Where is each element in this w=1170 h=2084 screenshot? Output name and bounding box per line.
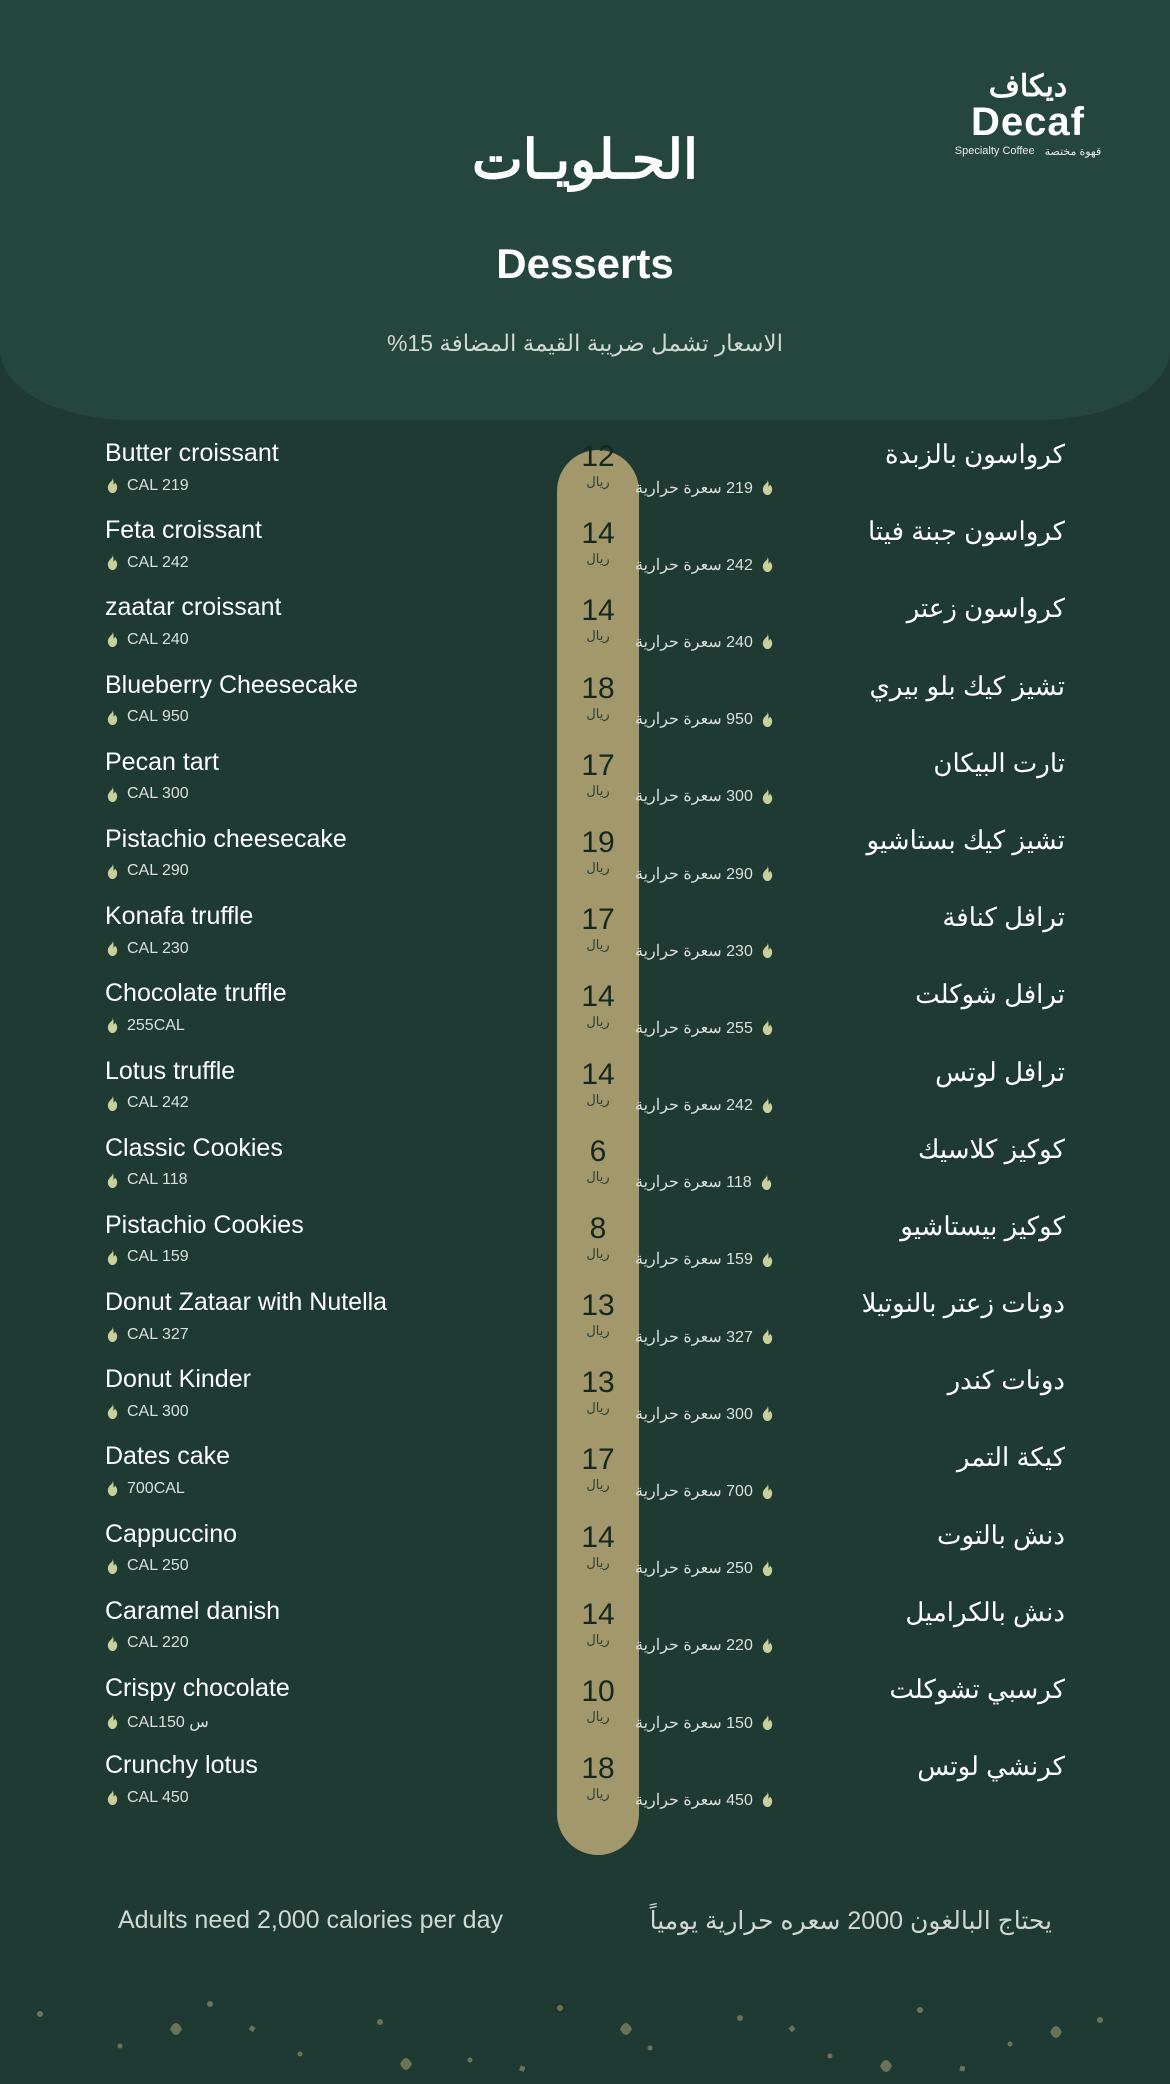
- menu-item-english: [105, 1135, 535, 1190]
- vat-note: الاسعار تشمل ضريبة القيمة المضافة 15%: [386, 330, 784, 356]
- menu-item-arabic: [635, 517, 1065, 575]
- menu-item-calories-en: [105, 862, 535, 880]
- menu-item-name-ar: تشيز كيك بلو بيري: [869, 670, 1065, 701]
- menu-item-price: [557, 825, 639, 876]
- calories-flame-icon: [105, 631, 120, 648]
- menu-item-name-en: Pistachio Cookies: [105, 1210, 304, 1239]
- menu-item-name-en: Cappuccino: [105, 1519, 238, 1548]
- calories-flame-icon: [105, 1095, 120, 1112]
- menu-section: [0, 440, 1170, 1840]
- menu-item-calories-ar-text: 250 سعرة حرارية: [635, 1560, 753, 1578]
- menu-item-english: [105, 903, 535, 958]
- menu-item-calories-ar: [635, 478, 1065, 498]
- menu-item-price-value: 14: [581, 517, 615, 551]
- menu-item-calories-ar-text: 242 سعرة حرارية: [635, 1097, 753, 1115]
- menu-item-price-value: 17: [581, 1443, 615, 1477]
- menu-item-calories-ar: [635, 1635, 1065, 1655]
- menu-item-price-currency: ريال: [586, 474, 610, 489]
- menu-item-calories-en-text: CAL 219: [127, 476, 189, 494]
- menu-item-english: [105, 749, 535, 804]
- calories-flame-icon: [760, 1019, 775, 1036]
- calories-flame-icon: [105, 1480, 120, 1497]
- menu-item-row: [0, 1443, 1170, 1520]
- menu-item-arabic: [635, 1212, 1065, 1270]
- menu-item-row: [0, 980, 1170, 1057]
- menu-item-arabic: [635, 672, 1065, 730]
- menu-item-name-ar: ترافل لوتس: [935, 1056, 1065, 1087]
- calories-flame-icon: [760, 942, 775, 959]
- menu-item-calories-en-text: CAL 118: [127, 1171, 188, 1189]
- menu-item-price-currency: ريال: [586, 551, 610, 567]
- menu-item-name-en: zaatar croissant: [105, 593, 282, 622]
- menu-rows: [0, 440, 1170, 1829]
- brand-tagline-en: Specialty Coffee: [954, 145, 1035, 157]
- menu-item-english: [105, 1521, 535, 1576]
- menu-item-calories-ar-text: 950 سعرة حرارية: [635, 711, 753, 729]
- menu-item-price-currency: ريال: [586, 937, 610, 953]
- menu-item-name-ar: كرواسون بالزبدة: [885, 439, 1065, 469]
- menu-item-price-value: 14: [581, 1057, 615, 1091]
- menu-item-price-currency: ريال: [586, 1709, 610, 1724]
- menu-item-price-currency: ريال: [586, 1323, 610, 1339]
- menu-item-calories-en-text: CAL 250: [127, 1557, 189, 1575]
- menu-item-price-value: 13: [581, 1366, 615, 1400]
- menu-item-calories-ar: [635, 786, 1065, 806]
- menu-item-english: [105, 1366, 535, 1421]
- menu-item-calories-en-text: CAL 300: [127, 785, 189, 803]
- calories-flame-icon: [760, 711, 775, 728]
- brand-logo-english: Decaf: [971, 100, 1085, 144]
- menu-item-price-currency: ريال: [586, 1554, 610, 1570]
- menu-item-arabic: [635, 1366, 1065, 1424]
- menu-item-price-currency: ريال: [586, 705, 610, 721]
- menu-item-price: [557, 1368, 639, 1416]
- menu-item-english: [105, 672, 535, 727]
- menu-item-calories-en: [105, 1712, 535, 1732]
- menu-item-price-value: 13: [581, 1289, 615, 1323]
- page-header: [0, 0, 1170, 420]
- menu-item-calories-ar: [635, 1172, 1065, 1192]
- menu-item-calories-en: [105, 477, 535, 495]
- menu-item-name-ar: كرنشي لوتس: [917, 1751, 1065, 1782]
- menu-item-calories-en: [105, 1017, 535, 1035]
- menu-item-calories-ar: [635, 709, 1065, 729]
- menu-item-calories-en-text: CAL 220: [127, 1634, 189, 1652]
- menu-item-price-currency: ريال: [586, 1631, 610, 1647]
- menu-item-calories-ar: [635, 864, 1065, 884]
- menu-item-calories-en: [105, 1171, 535, 1189]
- menu-item-price-value: 6: [589, 1134, 607, 1168]
- menu-item-row: [0, 749, 1170, 826]
- menu-item-arabic: [635, 1752, 1065, 1810]
- calories-flame-icon: [105, 786, 120, 803]
- calories-flame-icon: [760, 1405, 775, 1422]
- menu-item-name-ar: دونات زعتر بالنوتيلا: [861, 1288, 1065, 1319]
- menu-item-english: [105, 1752, 535, 1807]
- menu-item-calories-en: [105, 1789, 535, 1807]
- menu-item-name-ar: ترافل شوكلت: [915, 979, 1065, 1010]
- menu-item-calories-ar: [635, 555, 1065, 575]
- menu-item-price: [557, 519, 639, 567]
- menu-item-calories-ar-text: 300 سعرة حرارية: [635, 788, 753, 806]
- menu-item-english: [105, 440, 535, 495]
- calories-flame-icon: [760, 1328, 775, 1345]
- calories-flame-icon: [105, 1558, 120, 1575]
- menu-item-price-currency: ريال: [586, 1091, 610, 1107]
- calories-flame-icon: [105, 477, 120, 494]
- menu-item-calories-ar: [635, 1713, 1065, 1733]
- menu-item-calories-ar: [635, 1327, 1065, 1347]
- menu-item-calories-en-text: CAL 950: [127, 708, 189, 726]
- menu-item-arabic: [635, 826, 1065, 884]
- brand-tagline-ar: قهوة مختصة: [1044, 146, 1102, 158]
- menu-item-name-en: Konafa truffle: [105, 902, 254, 931]
- menu-item-calories-ar-text: 159 سعرة حرارية: [635, 1251, 753, 1269]
- menu-item-price: [557, 905, 639, 953]
- menu-item-calories-en: [105, 631, 535, 649]
- menu-item-english: [105, 1598, 535, 1653]
- menu-item-english: [105, 826, 535, 881]
- menu-item-calories-ar-text: 327 سعرة حرارية: [635, 1328, 753, 1346]
- menu-item-price-value: 18: [581, 1752, 615, 1786]
- menu-item-calories-en-text: 700CAL: [127, 1479, 185, 1497]
- calories-flame-icon: [105, 1635, 120, 1652]
- menu-item-row: [0, 903, 1170, 980]
- menu-item-english: [105, 1675, 535, 1732]
- menu-item-name-ar: دونات كندر: [947, 1365, 1065, 1396]
- calories-flame-icon: [760, 1097, 775, 1114]
- menu-item-row: [0, 1058, 1170, 1135]
- calories-flame-icon: [760, 865, 775, 882]
- menu-item-calories-ar-text: 220 سعرة حرارية: [635, 1637, 753, 1655]
- menu-item-calories-en: [105, 785, 535, 803]
- calories-flame-icon: [760, 633, 775, 650]
- menu-item-arabic: [635, 440, 1065, 498]
- menu-item-price-value: 14: [581, 1520, 615, 1554]
- menu-item-calories-en: [105, 1248, 535, 1266]
- menu-item-arabic: [635, 749, 1065, 807]
- menu-item-price: [557, 671, 639, 722]
- menu-item-arabic: [635, 1058, 1065, 1116]
- menu-item-row: [0, 826, 1170, 903]
- calories-flame-icon: [760, 1483, 775, 1500]
- menu-item-calories-en-text: CAL 242: [127, 1094, 189, 1111]
- menu-item-calories-ar-text: 219 سعرة حرارية: [635, 479, 753, 497]
- calories-flame-icon: [105, 1403, 120, 1420]
- menu-item-calories-ar-text: 255 سعرة حرارية: [635, 1019, 753, 1037]
- menu-item-price-value: 19: [581, 825, 615, 859]
- menu-item-price-currency: ريال: [586, 782, 610, 798]
- menu-item-arabic: [635, 1443, 1065, 1501]
- menu-item-name-ar: كوكيز كلاسيك: [917, 1133, 1065, 1164]
- menu-item-calories-ar: [635, 1558, 1065, 1578]
- menu-item-row: [0, 1135, 1170, 1212]
- calories-flame-icon: [760, 1251, 775, 1268]
- menu-item-row: [0, 594, 1170, 671]
- menu-item-english: [105, 980, 535, 1035]
- menu-item-calories-en-text: CAL 300: [127, 1402, 189, 1420]
- menu-item-price: [557, 1754, 639, 1802]
- menu-item-calories-ar-text: 290 سعرة حرارية: [635, 865, 753, 883]
- menu-item-calories-ar: [635, 1018, 1065, 1038]
- menu-item-price: [557, 1445, 639, 1493]
- menu-item-calories-ar-text: 450 سعرة حرارية: [635, 1791, 753, 1809]
- menu-item-calories-ar: [635, 1249, 1065, 1269]
- menu-item-calories-en: [105, 940, 535, 958]
- menu-item-calories-en: [105, 1403, 535, 1421]
- menu-item-calories-en-text: CAL 450: [127, 1788, 189, 1806]
- menu-item-calories-en: [105, 1326, 535, 1344]
- menu-item-price: [557, 1134, 639, 1185]
- menu-item-row: [0, 1212, 1170, 1289]
- brand-logo-arabic: ديكاف: [988, 70, 1068, 103]
- menu-item-name-ar: دنش بالتوت: [936, 1519, 1065, 1550]
- menu-item-name-en: Classic Cookies: [105, 1133, 283, 1162]
- calories-flame-icon: [105, 1017, 120, 1034]
- menu-item-name-en: Feta croissant: [105, 516, 263, 545]
- calories-flame-icon: [105, 1789, 120, 1806]
- menu-item-english: [105, 1289, 535, 1344]
- menu-item-arabic: [635, 1598, 1065, 1656]
- menu-item-name-en: Crunchy lotus: [105, 1751, 258, 1780]
- menu-item-english: [105, 517, 535, 572]
- menu-item-calories-ar: [635, 1790, 1065, 1810]
- calories-flame-icon: [760, 1637, 775, 1654]
- footer-note-english: Adults need 2,000 calories per day: [118, 1906, 503, 1934]
- page-footer: [0, 1884, 1170, 2084]
- menu-item-name-en: Caramel danish: [105, 1596, 281, 1625]
- menu-item-price-value: 14: [581, 594, 615, 628]
- menu-item-calories-ar: [635, 1404, 1065, 1424]
- menu-item-name-ar: كرواسون زعتر: [906, 593, 1065, 624]
- menu-item-row: [0, 1598, 1170, 1675]
- menu-item-calories-ar: [635, 632, 1065, 652]
- calories-flame-icon: [105, 554, 120, 571]
- menu-item-calories-ar-text: 240 سعرة حرارية: [635, 633, 753, 651]
- menu-item-price-value: 12: [581, 440, 615, 473]
- calories-flame-icon: [760, 479, 775, 496]
- menu-item-arabic: [635, 1675, 1065, 1733]
- menu-item-calories-en: [105, 708, 535, 726]
- menu-item-calories-ar-text: 118 سعرة حرارية: [635, 1174, 752, 1192]
- menu-item-name-ar: كيكة التمر: [956, 1442, 1065, 1473]
- menu-item-calories-en-text: CAL 327: [127, 1325, 189, 1343]
- menu-item-price-currency: ريال: [586, 1245, 610, 1261]
- calories-flame-icon: [105, 1713, 120, 1730]
- menu-item-price: [557, 982, 639, 1030]
- calories-flame-icon: [760, 556, 775, 573]
- menu-item-price-value: 17: [581, 903, 615, 937]
- menu-item-arabic: [635, 594, 1065, 652]
- menu-item-row: [0, 672, 1170, 749]
- menu-item-price-value: 14: [581, 1597, 615, 1631]
- menu-item-calories-en-text: CAL 240: [127, 630, 189, 648]
- menu-item-name-ar: كرواسون جبنة فيتا: [867, 516, 1065, 547]
- menu-item-calories-ar-text: 300 سعرة حرارية: [635, 1405, 753, 1423]
- menu-item-name-en: Chocolate truffle: [105, 979, 287, 1008]
- menu-item-calories-ar-text: 700 سعرة حرارية: [635, 1483, 753, 1501]
- menu-item-calories-ar: [635, 1481, 1065, 1501]
- calories-flame-icon: [105, 709, 120, 726]
- menu-item-calories-en: [105, 554, 535, 572]
- menu-item-price: [557, 1057, 639, 1108]
- menu-item-calories-ar-text: 150 سعرة حرارية: [635, 1714, 753, 1732]
- menu-item-name-ar: تارت البيكان: [933, 747, 1065, 778]
- menu-item-price-value: 8: [589, 1211, 607, 1245]
- menu-item-calories-en-text: CAL 159: [127, 1248, 189, 1266]
- menu-item-price-value: 17: [581, 748, 615, 782]
- menu-item-name-en: Crispy chocolate: [105, 1674, 290, 1702]
- menu-item-price: [557, 1677, 639, 1725]
- menu-item-price-currency: ريال: [586, 859, 610, 875]
- menu-item-price: [557, 442, 639, 490]
- menu-item-calories-en-text: CALس 150: [127, 1713, 209, 1731]
- menu-item-row: [0, 1521, 1170, 1598]
- calories-flame-icon: [760, 1791, 775, 1808]
- menu-item-calories-en: [105, 1557, 535, 1575]
- menu-item-price: [557, 1520, 639, 1571]
- menu-item-price-currency: ريال: [586, 628, 610, 644]
- menu-item-name-en: Lotus truffle: [105, 1056, 236, 1085]
- menu-item-row: [0, 1752, 1170, 1829]
- menu-item-price-value: 14: [581, 980, 615, 1014]
- menu-item-price-currency: ريال: [586, 1168, 610, 1184]
- menu-item-name-en: Donut Zataar with Nutella: [105, 1288, 388, 1317]
- menu-item-calories-en-text: CAL 242: [127, 553, 189, 571]
- menu-item-name-en: Donut Kinder: [105, 1365, 251, 1394]
- menu-item-calories-en-text: 255CAL: [127, 1016, 185, 1034]
- calories-flame-icon: [105, 1249, 120, 1266]
- calories-flame-icon: [759, 1174, 774, 1191]
- menu-item-row: [0, 1289, 1170, 1366]
- calories-flame-icon: [105, 1172, 120, 1189]
- menu-item-name-ar: كرسبي تشوكلت: [889, 1674, 1065, 1704]
- menu-item-price: [557, 1291, 639, 1339]
- menu-item-calories-ar: [635, 1095, 1065, 1115]
- calories-flame-icon: [760, 788, 775, 805]
- calories-flame-icon: [105, 1326, 120, 1343]
- menu-item-english: [105, 1058, 535, 1113]
- page-title-english: Desserts: [496, 240, 674, 287]
- menu-item-english: [105, 1443, 535, 1498]
- menu-item-price-currency: ريال: [586, 1786, 610, 1802]
- menu-item-price-value: 10: [581, 1675, 615, 1708]
- menu-item-name-en: Butter croissant: [105, 439, 279, 467]
- menu-item-calories-ar-text: 230 سعرة حرارية: [635, 942, 753, 960]
- menu-item-name-ar: ترافل كنافة: [942, 902, 1065, 933]
- menu-item-name-ar: تشيز كيك بستاشيو: [866, 824, 1065, 855]
- menu-item-calories-en-text: CAL 290: [127, 862, 189, 880]
- menu-item-calories-ar: [635, 941, 1065, 961]
- menu-item-price-currency: ريال: [586, 1400, 610, 1416]
- page-title-arabic: الحـلويـات: [471, 130, 699, 190]
- menu-item-price: [557, 596, 639, 644]
- menu-item-calories-ar-text: 242 سعرة حرارية: [635, 556, 753, 574]
- menu-item-row: [0, 1366, 1170, 1443]
- menu-item-english: [105, 1212, 535, 1267]
- menu-item-row: [0, 1675, 1170, 1752]
- calories-flame-icon: [105, 940, 120, 957]
- menu-item-arabic: [635, 1521, 1065, 1579]
- menu-item-name-ar: كوكيز بيستاشيو: [900, 1210, 1065, 1241]
- footer-note-arabic: يحتاج البالغون 2000 سعره حرارية يومياً: [649, 1907, 1052, 1935]
- menu-item-price: [557, 1211, 639, 1262]
- menu-item-name-en: Blueberry Cheesecake: [105, 670, 358, 699]
- menu-item-name-ar: دنش بالكراميل: [905, 1596, 1065, 1627]
- calories-flame-icon: [760, 1560, 775, 1577]
- menu-item-price: [557, 748, 639, 799]
- menu-item-row: [0, 517, 1170, 594]
- menu-item-name-en: Dates cake: [105, 1442, 231, 1471]
- menu-item-arabic: [635, 1135, 1065, 1193]
- menu-item-english: [105, 594, 535, 649]
- menu-item-row: [0, 440, 1170, 517]
- menu-item-calories-en: [105, 1480, 535, 1498]
- menu-item-name-en: Pecan tart: [105, 747, 219, 776]
- menu-item-arabic: [635, 903, 1065, 961]
- menu-item-calories-en: [105, 1634, 535, 1652]
- confetti-decoration: [0, 1974, 1170, 2084]
- menu-item-price: [557, 1597, 639, 1648]
- menu-item-arabic: [635, 980, 1065, 1038]
- menu-item-name-en: Pistachio cheesecake: [105, 824, 347, 853]
- menu-item-calories-en: [105, 1094, 535, 1112]
- menu-item-arabic: [635, 1289, 1065, 1347]
- calories-flame-icon: [105, 863, 120, 880]
- calories-flame-icon: [760, 1714, 775, 1731]
- menu-item-price-value: 18: [581, 671, 615, 705]
- menu-item-price-currency: ريال: [586, 1477, 610, 1493]
- menu-item-price-currency: ريال: [586, 1014, 610, 1030]
- menu-item-calories-en-text: CAL 230: [127, 939, 189, 957]
